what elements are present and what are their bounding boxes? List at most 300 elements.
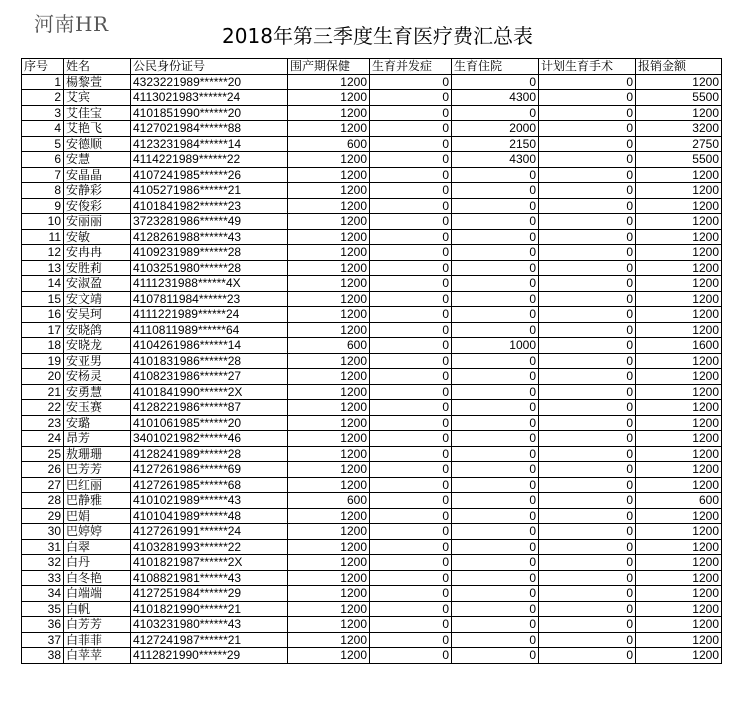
cell-prenatal: 1200 [288, 462, 370, 478]
cell-index: 3 [22, 105, 64, 121]
cell-name: 安文靖 [64, 291, 131, 307]
cell-name: 安杨灵 [64, 369, 131, 385]
cell-prenatal: 1200 [288, 384, 370, 400]
cell-surgery: 0 [539, 105, 636, 121]
table-row [22, 183, 722, 199]
cell-prenatal: 1200 [288, 586, 370, 602]
cell-complication: 0 [370, 369, 452, 385]
cell-hospital: 0 [452, 400, 539, 416]
header-row [22, 59, 722, 75]
cell-hospital: 0 [452, 462, 539, 478]
cell-reimbursement: 1200 [636, 446, 722, 462]
cell-reimbursement: 1200 [636, 477, 722, 493]
cell-hospital: 0 [452, 307, 539, 323]
table-row [22, 508, 722, 524]
cell-id: 4113021983******24 [131, 90, 288, 106]
table-row [22, 601, 722, 617]
cell-reimbursement: 5500 [636, 152, 722, 168]
cell-surgery: 0 [539, 555, 636, 571]
cell-surgery: 0 [539, 524, 636, 540]
cell-surgery: 0 [539, 322, 636, 338]
cell-reimbursement: 1200 [636, 431, 722, 447]
cell-prenatal: 1200 [288, 322, 370, 338]
cell-index: 7 [22, 167, 64, 183]
cell-surgery: 0 [539, 338, 636, 354]
cell-reimbursement: 1200 [636, 198, 722, 214]
table-row [22, 369, 722, 385]
cell-name: 昂芳 [64, 431, 131, 447]
cell-hospital: 0 [452, 276, 539, 292]
cell-prenatal: 1200 [288, 617, 370, 633]
cell-id: 4101021989******43 [131, 493, 288, 509]
cell-surgery: 0 [539, 90, 636, 106]
cell-prenatal: 1200 [288, 198, 370, 214]
cell-prenatal: 1200 [288, 508, 370, 524]
cell-index: 5 [22, 136, 64, 152]
cell-surgery: 0 [539, 198, 636, 214]
cell-name: 敖珊珊 [64, 446, 131, 462]
cell-surgery: 0 [539, 508, 636, 524]
cell-surgery: 0 [539, 632, 636, 648]
cell-prenatal: 1200 [288, 90, 370, 106]
cell-surgery: 0 [539, 477, 636, 493]
cell-id: 4101841990******2X [131, 384, 288, 400]
cell-name: 巴娟 [64, 508, 131, 524]
cell-name: 安俊彩 [64, 198, 131, 214]
cell-complication: 0 [370, 570, 452, 586]
cell-name: 艾佳宝 [64, 105, 131, 121]
col-header-prenatal: 围产期保健 [288, 59, 370, 75]
cell-prenatal: 1200 [288, 229, 370, 245]
cell-id: 4109231989******28 [131, 245, 288, 261]
cell-index: 29 [22, 508, 64, 524]
cell-reimbursement: 600 [636, 493, 722, 509]
cell-id: 4127021984******88 [131, 121, 288, 137]
cell-surgery: 0 [539, 369, 636, 385]
cell-complication: 0 [370, 462, 452, 478]
cell-name: 白端端 [64, 586, 131, 602]
cell-index: 10 [22, 214, 64, 230]
cell-reimbursement: 1200 [636, 276, 722, 292]
cell-complication: 0 [370, 74, 452, 90]
table-row [22, 152, 722, 168]
cell-reimbursement: 1200 [636, 601, 722, 617]
cell-prenatal: 1200 [288, 555, 370, 571]
table-row [22, 493, 722, 509]
cell-name: 白苹苹 [64, 648, 131, 664]
cell-index: 20 [22, 369, 64, 385]
cell-complication: 0 [370, 524, 452, 540]
cell-prenatal: 1200 [288, 167, 370, 183]
summary-table [21, 58, 722, 664]
col-header-name: 姓名 [64, 59, 131, 75]
cell-index: 17 [22, 322, 64, 338]
cell-hospital: 0 [452, 524, 539, 540]
cell-index: 33 [22, 570, 64, 586]
cell-name: 安慧 [64, 152, 131, 168]
cell-complication: 0 [370, 353, 452, 369]
cell-reimbursement: 1200 [636, 570, 722, 586]
page-title [0, 20, 753, 49]
cell-prenatal: 1200 [288, 291, 370, 307]
cell-complication: 0 [370, 555, 452, 571]
cell-prenatal: 1200 [288, 183, 370, 199]
table-row [22, 307, 722, 323]
cell-complication: 0 [370, 648, 452, 664]
table-row [22, 462, 722, 478]
cell-prenatal: 1200 [288, 431, 370, 447]
cell-prenatal: 1200 [288, 276, 370, 292]
cell-id: 4111221989******24 [131, 307, 288, 323]
cell-id: 4127261985******68 [131, 477, 288, 493]
cell-id: 3401021982******46 [131, 431, 288, 447]
cell-prenatal: 1200 [288, 121, 370, 137]
cell-id: 4104261986******14 [131, 338, 288, 354]
cell-id: 4101061985******20 [131, 415, 288, 431]
cell-reimbursement: 1200 [636, 183, 722, 199]
cell-id: 4110811989******64 [131, 322, 288, 338]
cell-name: 安德顺 [64, 136, 131, 152]
table-row [22, 632, 722, 648]
cell-name: 艾艳飞 [64, 121, 131, 137]
cell-hospital: 0 [452, 74, 539, 90]
table-row [22, 477, 722, 493]
cell-index: 36 [22, 617, 64, 633]
cell-reimbursement: 1200 [636, 632, 722, 648]
cell-name: 安晓鸽 [64, 322, 131, 338]
cell-complication: 0 [370, 214, 452, 230]
cell-index: 11 [22, 229, 64, 245]
cell-hospital: 0 [452, 229, 539, 245]
cell-index: 21 [22, 384, 64, 400]
cell-name: 安丽丽 [64, 214, 131, 230]
col-header-complication: 生育并发症 [370, 59, 452, 75]
cell-complication: 0 [370, 446, 452, 462]
cell-id: 4101841982******23 [131, 198, 288, 214]
cell-reimbursement: 3200 [636, 121, 722, 137]
cell-prenatal: 600 [288, 493, 370, 509]
cell-complication: 0 [370, 291, 452, 307]
cell-id: 4127241987******21 [131, 632, 288, 648]
cell-id: 4108821981******43 [131, 570, 288, 586]
cell-surgery: 0 [539, 400, 636, 416]
cell-reimbursement: 1200 [636, 555, 722, 571]
cell-surgery: 0 [539, 384, 636, 400]
cell-surgery: 0 [539, 493, 636, 509]
cell-hospital: 0 [452, 415, 539, 431]
cell-complication: 0 [370, 322, 452, 338]
cell-hospital: 0 [452, 384, 539, 400]
cell-prenatal: 1200 [288, 74, 370, 90]
cell-name: 安玉赛 [64, 400, 131, 416]
cell-complication: 0 [370, 245, 452, 261]
cell-prenatal: 1200 [288, 524, 370, 540]
cell-name: 楊黎萱 [64, 74, 131, 90]
cell-surgery: 0 [539, 291, 636, 307]
cell-hospital: 0 [452, 493, 539, 509]
cell-complication: 0 [370, 121, 452, 137]
cell-reimbursement: 1200 [636, 617, 722, 633]
cell-name: 安敏 [64, 229, 131, 245]
cell-name: 白菲菲 [64, 632, 131, 648]
cell-prenatal: 1200 [288, 446, 370, 462]
cell-surgery: 0 [539, 74, 636, 90]
cell-index: 38 [22, 648, 64, 664]
cell-id: 4123231984******14 [131, 136, 288, 152]
cell-index: 26 [22, 462, 64, 478]
cell-id: 4101851990******20 [131, 105, 288, 121]
cell-id: 4107811984******23 [131, 291, 288, 307]
cell-index: 14 [22, 276, 64, 292]
cell-hospital: 0 [452, 183, 539, 199]
cell-hospital: 0 [452, 601, 539, 617]
cell-hospital: 0 [452, 555, 539, 571]
cell-reimbursement: 1200 [636, 462, 722, 478]
cell-index: 31 [22, 539, 64, 555]
cell-index: 18 [22, 338, 64, 354]
cell-hospital: 0 [452, 632, 539, 648]
cell-id: 3723281986******49 [131, 214, 288, 230]
cell-id: 4107241985******26 [131, 167, 288, 183]
cell-surgery: 0 [539, 152, 636, 168]
cell-complication: 0 [370, 431, 452, 447]
table-row [22, 291, 722, 307]
table-row [22, 400, 722, 416]
col-header-index: 序号 [22, 59, 64, 75]
cell-reimbursement: 1200 [636, 524, 722, 540]
cell-surgery: 0 [539, 446, 636, 462]
cell-complication: 0 [370, 384, 452, 400]
cell-name: 安胜莉 [64, 260, 131, 276]
cell-prenatal: 1200 [288, 601, 370, 617]
cell-index: 12 [22, 245, 64, 261]
cell-id: 4105271986******21 [131, 183, 288, 199]
cell-prenatal: 1200 [288, 648, 370, 664]
cell-complication: 0 [370, 586, 452, 602]
cell-name: 安静彩 [64, 183, 131, 199]
cell-index: 16 [22, 307, 64, 323]
cell-hospital: 0 [452, 322, 539, 338]
cell-id: 4103251980******28 [131, 260, 288, 276]
table-row [22, 229, 722, 245]
cell-prenatal: 1200 [288, 369, 370, 385]
cell-surgery: 0 [539, 260, 636, 276]
cell-name: 安璐 [64, 415, 131, 431]
table-row [22, 353, 722, 369]
cell-hospital: 0 [452, 369, 539, 385]
table-row [22, 245, 722, 261]
cell-complication: 0 [370, 276, 452, 292]
cell-name: 安晓龙 [64, 338, 131, 354]
cell-prenatal: 1200 [288, 353, 370, 369]
cell-prenatal: 1200 [288, 307, 370, 323]
table-row [22, 214, 722, 230]
cell-reimbursement: 1200 [636, 586, 722, 602]
cell-index: 19 [22, 353, 64, 369]
cell-surgery: 0 [539, 415, 636, 431]
cell-name: 巴静雅 [64, 493, 131, 509]
table-row [22, 446, 722, 462]
cell-hospital: 0 [452, 167, 539, 183]
cell-complication: 0 [370, 508, 452, 524]
cell-prenatal: 1200 [288, 570, 370, 586]
table-row [22, 617, 722, 633]
cell-complication: 0 [370, 260, 452, 276]
cell-index: 23 [22, 415, 64, 431]
cell-id: 4128241989******28 [131, 446, 288, 462]
cell-hospital: 0 [452, 245, 539, 261]
cell-complication: 0 [370, 493, 452, 509]
cell-index: 1 [22, 74, 64, 90]
cell-surgery: 0 [539, 167, 636, 183]
cell-name: 安勇慧 [64, 384, 131, 400]
page-title-text: 2018年第三季度生育医疗费汇总表 [222, 24, 533, 48]
cell-hospital: 0 [452, 198, 539, 214]
cell-reimbursement: 1200 [636, 384, 722, 400]
cell-surgery: 0 [539, 183, 636, 199]
cell-name: 安冉冉 [64, 245, 131, 261]
cell-name: 白芳芳 [64, 617, 131, 633]
cell-id: 4112821990******29 [131, 648, 288, 664]
cell-surgery: 0 [539, 539, 636, 555]
cell-surgery: 0 [539, 276, 636, 292]
cell-surgery: 0 [539, 431, 636, 447]
table-row [22, 539, 722, 555]
cell-hospital: 0 [452, 586, 539, 602]
cell-reimbursement: 1200 [636, 74, 722, 90]
table-row [22, 431, 722, 447]
cell-index: 6 [22, 152, 64, 168]
cell-id: 4114221989******22 [131, 152, 288, 168]
cell-id: 4128261988******43 [131, 229, 288, 245]
cell-prenatal: 1200 [288, 260, 370, 276]
cell-id: 4127261986******69 [131, 462, 288, 478]
cell-index: 22 [22, 400, 64, 416]
cell-hospital: 0 [452, 291, 539, 307]
cell-reimbursement: 1600 [636, 338, 722, 354]
cell-index: 9 [22, 198, 64, 214]
cell-complication: 0 [370, 229, 452, 245]
cell-name: 巴婷婷 [64, 524, 131, 540]
table-row [22, 648, 722, 664]
cell-complication: 0 [370, 183, 452, 199]
cell-complication: 0 [370, 90, 452, 106]
cell-complication: 0 [370, 307, 452, 323]
cell-prenatal: 1200 [288, 400, 370, 416]
cell-index: 32 [22, 555, 64, 571]
col-header-hospital: 生育住院 [452, 59, 539, 75]
cell-index: 4 [22, 121, 64, 137]
cell-index: 25 [22, 446, 64, 462]
cell-reimbursement: 2750 [636, 136, 722, 152]
cell-complication: 0 [370, 415, 452, 431]
table-row [22, 260, 722, 276]
cell-id: 4101041989******48 [131, 508, 288, 524]
cell-surgery: 0 [539, 462, 636, 478]
cell-surgery: 0 [539, 229, 636, 245]
table-body [22, 74, 722, 663]
cell-index: 24 [22, 431, 64, 447]
cell-hospital: 0 [452, 446, 539, 462]
cell-surgery: 0 [539, 353, 636, 369]
cell-complication: 0 [370, 338, 452, 354]
cell-id: 4103231980******43 [131, 617, 288, 633]
cell-complication: 0 [370, 105, 452, 121]
cell-index: 2 [22, 90, 64, 106]
cell-reimbursement: 1200 [636, 648, 722, 664]
cell-id: 4127251984******29 [131, 586, 288, 602]
cell-reimbursement: 1200 [636, 415, 722, 431]
table-row [22, 586, 722, 602]
cell-name: 安晶晶 [64, 167, 131, 183]
cell-surgery: 0 [539, 617, 636, 633]
cell-hospital: 0 [452, 477, 539, 493]
cell-complication: 0 [370, 477, 452, 493]
cell-reimbursement: 1200 [636, 369, 722, 385]
cell-index: 34 [22, 586, 64, 602]
cell-name: 白帆 [64, 601, 131, 617]
cell-index: 35 [22, 601, 64, 617]
cell-name: 艾宾 [64, 90, 131, 106]
table-row [22, 524, 722, 540]
cell-hospital: 0 [452, 260, 539, 276]
cell-complication: 0 [370, 632, 452, 648]
cell-hospital: 0 [452, 508, 539, 524]
cell-index: 27 [22, 477, 64, 493]
watermark: 河南HR [34, 12, 109, 36]
table-row [22, 121, 722, 137]
cell-id: 4103281993******22 [131, 539, 288, 555]
cell-prenatal: 1200 [288, 415, 370, 431]
cell-hospital: 1000 [452, 338, 539, 354]
cell-index: 13 [22, 260, 64, 276]
cell-reimbursement: 1200 [636, 245, 722, 261]
cell-hospital: 0 [452, 539, 539, 555]
cell-surgery: 0 [539, 136, 636, 152]
table-row [22, 276, 722, 292]
cell-id: 4101821987******2X [131, 555, 288, 571]
cell-id: 4111231988******4X [131, 276, 288, 292]
cell-index: 37 [22, 632, 64, 648]
cell-complication: 0 [370, 152, 452, 168]
cell-id: 4128221986******87 [131, 400, 288, 416]
col-header-reimbursement: 报销金额 [636, 59, 722, 75]
cell-name: 白冬艳 [64, 570, 131, 586]
cell-id: 4323221989******20 [131, 74, 288, 90]
cell-reimbursement: 1200 [636, 214, 722, 230]
cell-surgery: 0 [539, 648, 636, 664]
cell-prenatal: 600 [288, 338, 370, 354]
cell-surgery: 0 [539, 601, 636, 617]
cell-name: 白翠 [64, 539, 131, 555]
table-row [22, 384, 722, 400]
cell-reimbursement: 1200 [636, 539, 722, 555]
cell-hospital: 0 [452, 617, 539, 633]
cell-index: 8 [22, 183, 64, 199]
cell-name: 白丹 [64, 555, 131, 571]
cell-prenatal: 1200 [288, 477, 370, 493]
cell-surgery: 0 [539, 570, 636, 586]
cell-reimbursement: 1200 [636, 229, 722, 245]
cell-surgery: 0 [539, 586, 636, 602]
cell-prenatal: 1200 [288, 632, 370, 648]
cell-hospital: 0 [452, 431, 539, 447]
cell-prenatal: 1200 [288, 214, 370, 230]
cell-name: 巴红丽 [64, 477, 131, 493]
col-header-id: 公民身份证号 [131, 59, 288, 75]
cell-complication: 0 [370, 617, 452, 633]
cell-surgery: 0 [539, 245, 636, 261]
